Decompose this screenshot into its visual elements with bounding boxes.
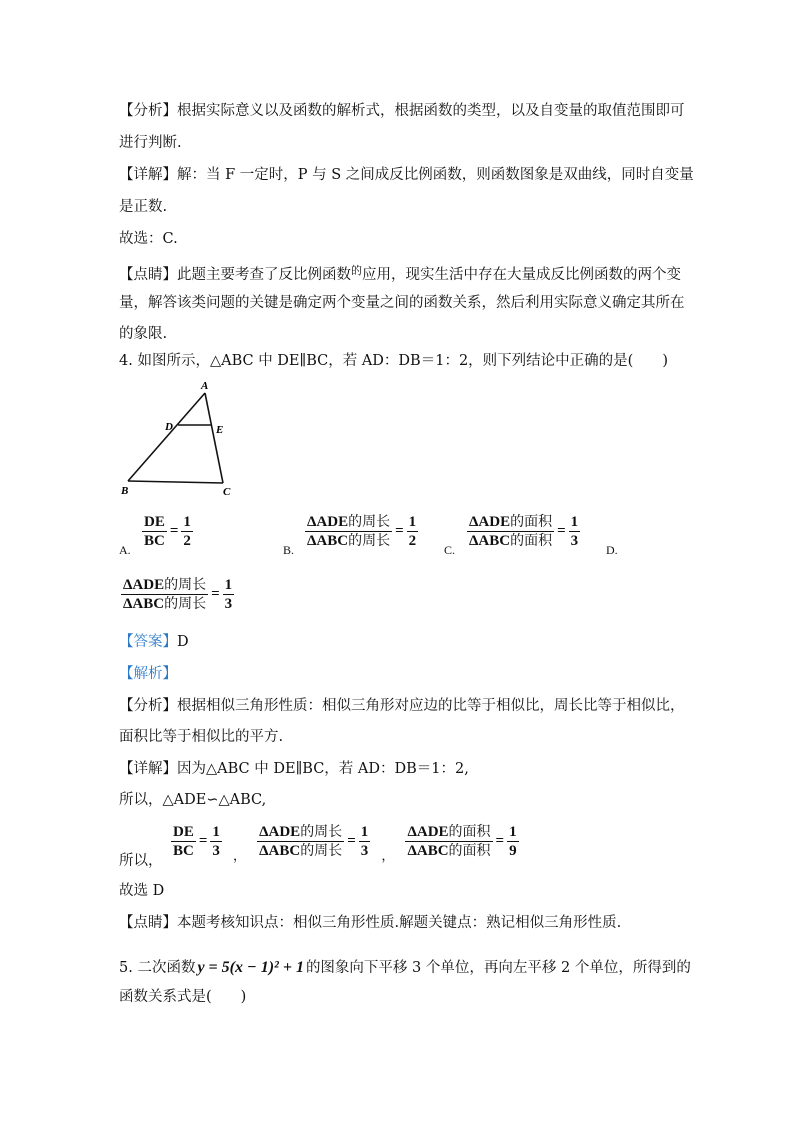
q4-detail-text: 因为△ABC 中 DE∥BC，若 AD：DB＝1：2,: [177, 761, 469, 777]
result-f3-den-word: 的面积: [448, 843, 491, 859]
q4-detail-line-2: 所以，△ADE∽△ABC,: [119, 792, 267, 808]
analysis-line-1: [119, 101, 685, 121]
result-f1-rhs-den: 3: [212, 843, 220, 859]
choose-line: 故选：C.: [119, 231, 178, 247]
result-f3-rhs-den: 9: [509, 843, 517, 859]
option-d-num-tri: ΔADE: [123, 577, 165, 593]
option-a-label: A.: [119, 543, 131, 557]
result-f1-rhs-num: 1: [212, 824, 220, 840]
triangle-figure: [116, 378, 246, 498]
option-c-den-word: 的面积: [510, 533, 553, 549]
q4-analysis-text: 根据相似三角形性质：相似三角形对应边的比等于相似比，周长比等于相似比，: [177, 698, 685, 714]
answer-value: D: [177, 634, 189, 650]
label-b: B: [121, 485, 129, 497]
label-c: C: [223, 486, 231, 498]
question-5-formula: y = 5(x − 1)² + 1: [197, 959, 304, 976]
result-f2-rhs-num: 1: [360, 824, 369, 840]
label-a: A: [201, 380, 209, 392]
answer-tag: 【答案】: [119, 634, 177, 650]
question-5-stem-b: 的图象向下平移 3 个单位，再向左平移 2 个单位，所得到的: [305, 960, 691, 976]
analysis-tag: 【分析】: [119, 103, 177, 119]
q4-comment-text: 本题考核知识点：相似三角形性质.解题关键点：熟记相似三角形性质.: [177, 915, 622, 931]
option-c-den-tri: ΔABC: [469, 533, 511, 549]
question-5-stem-a: 5. 二次函数: [119, 960, 196, 976]
option-b-den-tri: ΔABC: [307, 533, 349, 549]
option-d-rhs-num: 1: [224, 577, 233, 593]
q4-analysis-line-2: 面积比等于相似比的平方.: [119, 729, 284, 745]
option-b-num-word: 的周长: [348, 514, 391, 530]
comment-text-a: 此题主要考查了反比例函数: [177, 267, 351, 283]
result-sep-2: ，: [381, 849, 395, 864]
result-f3-rhs-num: 1: [509, 824, 517, 840]
option-a-rhs-den: 2: [183, 533, 191, 549]
result-f2-num-word: 的周长: [300, 824, 343, 840]
option-b-label: B.: [283, 543, 295, 557]
comment-text-c: 应用，现实生活中存在大量成反比例函数的两个变: [362, 267, 681, 283]
result-f1-den: BC: [173, 843, 194, 859]
comment-line-3: 的象限.: [119, 326, 168, 342]
result-f2-den-tri: ΔABC: [259, 843, 301, 859]
q4-analysis-line-1: [119, 696, 685, 716]
detail-text: 解：当 F 一定时，P 与 S 之间成反比例函数，则函数图象是双曲线，同时自变量: [177, 167, 694, 183]
answer-line: [119, 632, 189, 652]
option-c-num-word: 的面积: [510, 514, 553, 530]
option-d-rhs-den: 3: [224, 596, 233, 612]
question-5-line-1: [119, 958, 691, 978]
result-f2-num-tri: ΔADE: [259, 824, 301, 840]
detail-line-1: [119, 165, 694, 185]
q4-detail-line-3: 所以，: [119, 853, 163, 869]
q4-choose-line: 故选 D: [119, 883, 165, 899]
option-c-label: C.: [444, 543, 456, 557]
option-d-den-word: 的周长: [164, 596, 207, 612]
option-c-rhs-den: 3: [570, 533, 579, 549]
result-f3-num-tri: ΔADE: [407, 824, 449, 840]
option-d-num-word: 的周长: [164, 577, 207, 593]
option-b-formula: $\frac{\text{ΔADE的周长}}{\text{ΔABC的周长}}$ = $\frac{1}{2}$: [307, 514, 417, 549]
comment-line-1: [119, 261, 681, 285]
result-f2-den-word: 的周长: [300, 843, 343, 859]
detail-line-2: 是正数.: [119, 199, 168, 215]
option-a-num: DE: [144, 514, 165, 530]
option-b-rhs-num: 1: [408, 514, 417, 530]
q4-detail-line-1: [119, 759, 469, 779]
analysis-text: 根据实际意义以及函数的解析式，根据函数的类型，以及自变量的取值范围即可: [177, 103, 685, 119]
result-sep-1: ，: [233, 849, 247, 864]
explain-tag: 【解析】: [119, 666, 177, 682]
analysis-line-2: 进行判断.: [119, 135, 182, 151]
option-d-formula: $\frac{\text{ΔADE的周长}}{\text{ΔABC的周长}}$ = $\frac{1}{3}$: [123, 577, 233, 612]
option-c-num-tri: ΔADE: [469, 514, 511, 530]
option-c-rhs-num: 1: [570, 514, 579, 530]
explain-line: [119, 664, 177, 684]
option-a-den: BC: [144, 533, 165, 549]
option-b-num-tri: ΔADE: [307, 514, 349, 530]
result-f3-num-word: 的面积: [448, 824, 491, 840]
q4-comment-line: [119, 913, 621, 933]
q4-analysis-tag: 【分析】: [119, 698, 177, 714]
side-ab: [128, 393, 205, 481]
result-formulas: $\frac{DE}{BC}$ = $\frac{1}{3}$ $_,$ $\frac{\text{ΔADE的周长}}{\text{ΔABC的周长}}$ = $\frac{1}{3}$ $_,$ $\frac{\text{ΔADE的面积}}{\text{ΔABC的面积}}$ = $\frac{1}{9}$: [173, 824, 517, 864]
option-a-formula: $\frac{DE}{BC}$ = $\frac{1}{2}$: [144, 514, 191, 549]
detail-tag: 【详解】: [119, 167, 177, 183]
option-b-rhs-den: 2: [408, 533, 417, 549]
option-c-formula: $\frac{\text{ΔADE的面积}}{\text{ΔABC的面积}}$ = $\frac{1}{3}$: [469, 514, 579, 549]
side-bc: [128, 481, 223, 483]
comment-line-2: 量，解答该类问题的关键是确定两个变量之间的函数关系，然后利用实际意义确定其所在: [119, 295, 685, 311]
comment-text-b: 的: [351, 264, 362, 277]
q4-comment-tag: 【点睛】: [119, 915, 177, 931]
result-f1-num: DE: [173, 824, 194, 840]
side-ac: [205, 393, 223, 483]
question-5-line-2: 函数关系式是( ): [119, 989, 247, 1005]
result-f3-den-tri: ΔABC: [407, 843, 449, 859]
option-d-label: D.: [606, 543, 618, 557]
option-d-den-tri: ΔABC: [123, 596, 165, 612]
q4-detail-tag: 【详解】: [119, 761, 177, 777]
label-d: D: [165, 421, 173, 433]
comment-tag: 【点睛】: [119, 267, 177, 283]
result-f2-rhs-den: 3: [360, 843, 369, 859]
question-4-stem: 4. 如图所示，△ABC 中 DE∥BC，若 AD：DB＝1：2，则下列结论中正确的是( ): [119, 353, 668, 369]
option-a-rhs-num: 1: [183, 514, 191, 530]
label-e: E: [216, 424, 224, 436]
option-b-den-word: 的周长: [348, 533, 391, 549]
